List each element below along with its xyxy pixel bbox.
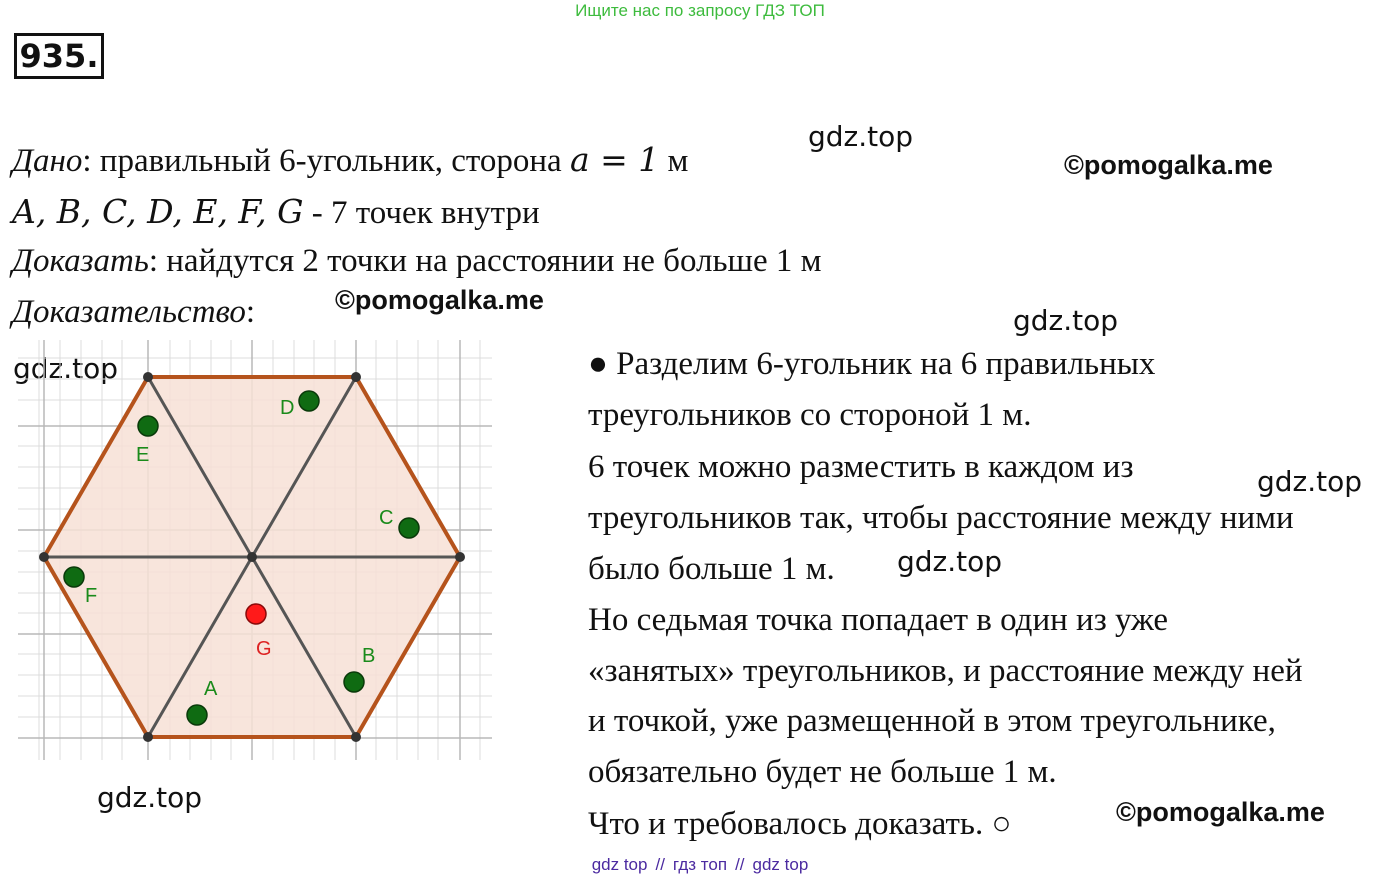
prove-label: Доказать bbox=[12, 243, 149, 279]
watermark-gdz: gdz.top bbox=[897, 545, 1003, 578]
point-label-e: E bbox=[136, 444, 150, 466]
point-label-g: G bbox=[256, 638, 272, 660]
watermark-gdz: gdz.top bbox=[808, 120, 914, 153]
watermark-gdz: gdz.top bbox=[1257, 465, 1363, 498]
proof-line: и точкой, уже размещенной в этом треугольнике, bbox=[588, 703, 1276, 739]
point-label-f: F bbox=[85, 585, 98, 607]
point-label-c: C bbox=[379, 507, 394, 529]
proof-line: Но седьмая точка попадает в один из уже bbox=[588, 602, 1169, 638]
point-label-a: A bbox=[204, 678, 218, 700]
point-label-b: B bbox=[362, 645, 376, 667]
proof-line: ● Разделим 6-угольник на 6 правильных bbox=[588, 346, 1156, 382]
proof-label: Доказательство bbox=[12, 294, 246, 330]
prove-text: : найдутся 2 точки на расстоянии не больше 1 м bbox=[148, 243, 822, 279]
problem-number: 935. bbox=[14, 33, 104, 79]
proof-line: обязательно будет не больше 1 м. bbox=[588, 754, 1057, 790]
proof-line: было больше 1 м. bbox=[588, 551, 835, 587]
given-math: a = 1 bbox=[569, 140, 660, 179]
footer-link-gdz-top[interactable]: gdz top bbox=[591, 855, 648, 874]
proof-label-line bbox=[12, 294, 255, 331]
points-text: - 7 точек внутри bbox=[303, 195, 540, 231]
footer-links bbox=[0, 855, 1400, 875]
footer-link-gdz-top-ru[interactable]: гдз топ bbox=[672, 855, 728, 874]
footer-separator: // bbox=[735, 855, 745, 874]
point-label-d: D bbox=[280, 397, 295, 419]
given-label: Дано bbox=[12, 143, 83, 179]
watermark-pomogalka: ©pomogalka.me bbox=[1064, 150, 1273, 180]
watermark-pomogalka: ©pomogalka.me bbox=[335, 285, 544, 315]
proof-line: «занятых» треугольников, и расстояние между ней bbox=[588, 653, 1303, 689]
footer-separator: // bbox=[655, 855, 665, 874]
given-unit: м bbox=[659, 143, 689, 179]
points-line bbox=[12, 192, 540, 232]
points-math: A, B, C, D, E, F, G bbox=[12, 192, 304, 231]
prove-line bbox=[12, 243, 821, 280]
given-line bbox=[12, 140, 688, 180]
proof-label-colon: : bbox=[245, 294, 256, 330]
top-banner: Ищите нас по запросу ГДЗ ТОП bbox=[575, 1, 825, 20]
proof-line: треугольников так, чтобы расстояние между ними bbox=[588, 500, 1294, 536]
footer-link-gdz-top-2[interactable]: gdz top bbox=[752, 855, 809, 874]
hexagon-diagram bbox=[0, 340, 500, 770]
proof-line: треугольников со стороной 1 м. bbox=[588, 397, 1032, 433]
watermark-gdz: gdz.top bbox=[1013, 304, 1119, 337]
proof-line: Что и требовалось доказать. ○ bbox=[588, 806, 1012, 842]
given-text: : правильный 6-угольник, сторона bbox=[82, 143, 570, 179]
watermark-pomogalka: ©pomogalka.me bbox=[1116, 797, 1325, 827]
watermark-gdz: gdz.top bbox=[13, 352, 119, 385]
proof-line: 6 точек можно разместить в каждом из bbox=[588, 449, 1134, 485]
watermark-gdz: gdz.top bbox=[97, 781, 203, 814]
